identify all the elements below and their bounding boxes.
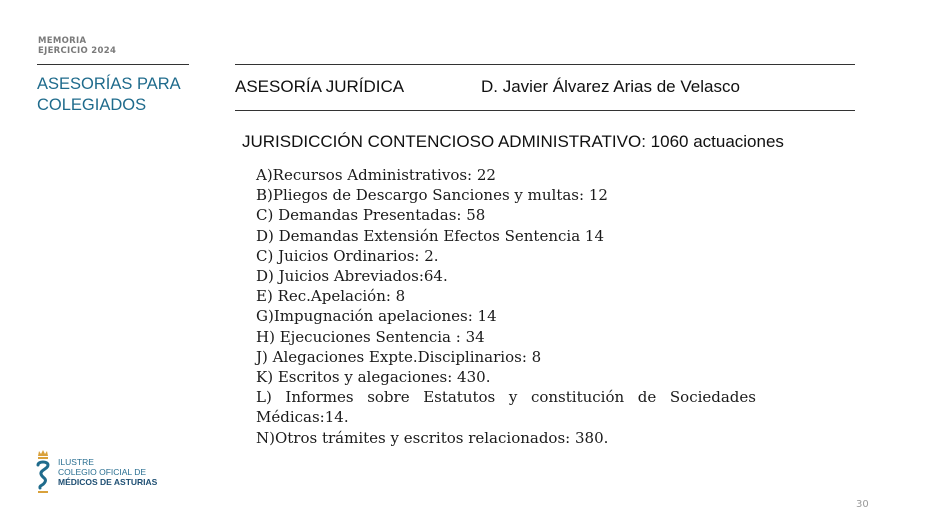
logo-line1: ILUSTRE	[58, 457, 94, 467]
list-item: C) Demandas Presentadas: 58	[256, 206, 486, 225]
header-bottom-divider	[235, 110, 855, 111]
memoria-line1: MEMORIA	[38, 36, 87, 46]
list-item: K) Escritos y alegaciones: 430.	[256, 368, 491, 387]
department-title: ASESORÍA JURÍDICA	[235, 77, 405, 96]
list-item: H) Ejecuciones Sentencia : 34	[256, 327, 485, 346]
college-name	[58, 457, 157, 487]
list-item: B)Pliegos de Descargo Sanciones y multas: 12	[256, 186, 608, 205]
logo-line3: MÉDICOS DE ASTURIAS	[58, 477, 158, 487]
crown-serpent-staff-icon	[36, 448, 50, 496]
sidebar-divider	[37, 64, 189, 65]
jurisdiction-heading: JURISDICCIÓN CONTENCIOSO ADMINISTRATIVO: 1060 actuaciones	[242, 132, 784, 151]
person-name: D. Javier Álvarez Arias de Velasco	[481, 77, 740, 96]
list-item: A)Recursos Administrativos: 22	[256, 166, 496, 184]
section-title-line1: ASESORÍAS PARA	[37, 75, 181, 93]
list-item: E) Rec.Apelación: 8	[256, 287, 406, 306]
list-item: L) Informes sobre Estatutos y constitución de Sociedades Médicas:14.	[256, 388, 756, 427]
list-item: D) Demandas Extensión Efectos Sentencia 14	[256, 226, 604, 245]
list-item: D) Juicios Abreviados:64.	[256, 267, 448, 286]
list-item: J) Alegaciones Expte.Disciplinarios: 8	[256, 347, 542, 366]
header-top-divider	[235, 64, 855, 65]
section-title	[37, 74, 181, 116]
memoria-line2: EJERCICIO 2024	[38, 46, 117, 56]
memoria-label	[38, 36, 116, 56]
list-item: N)Otros trámites y escritos relacionados: 380.	[256, 428, 609, 447]
list-item: G)Impugnación apelaciones: 14	[256, 307, 497, 326]
actions-list	[256, 165, 756, 448]
list-item: C) Juicios Ordinarios: 2.	[256, 246, 439, 265]
logo-line2: COLEGIO OFICIAL DE	[58, 467, 147, 477]
page-number: 30	[856, 499, 869, 510]
section-title-line2: COLEGIADOS	[37, 96, 147, 114]
college-logo	[36, 448, 157, 496]
